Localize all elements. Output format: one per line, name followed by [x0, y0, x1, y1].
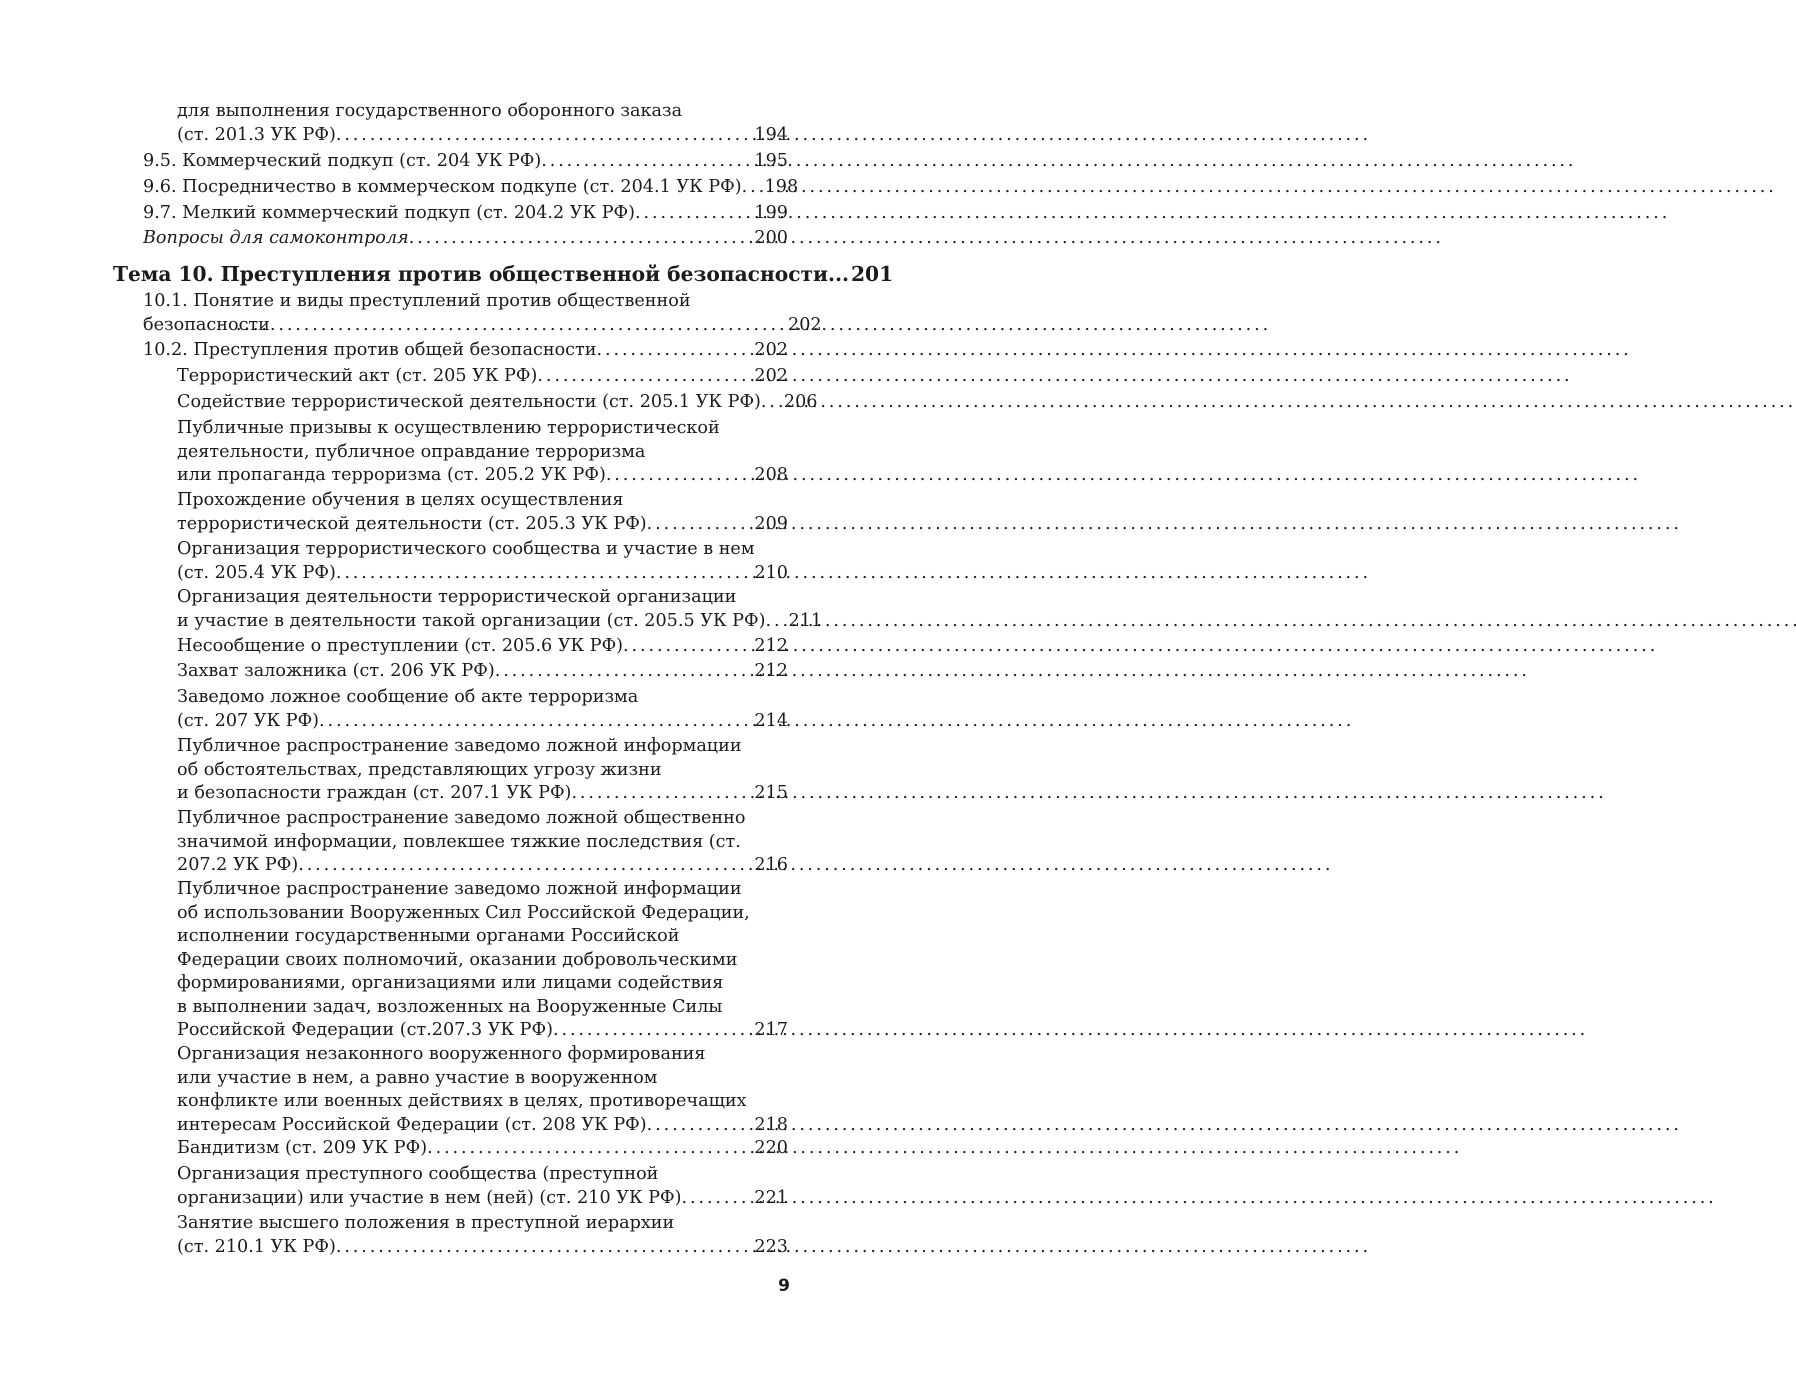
- dot-leader: [596, 339, 751, 363]
- toc-entry-title: (ст. 205.4 УК РФ): [177, 562, 336, 583]
- toc-entry-title: 9.7. Мелкий коммерческий подкуп (ст. 204.2 УК РФ): [143, 203, 636, 223]
- toc-page-number: 202: [754, 366, 788, 386]
- toc-entry-210-1: [177, 1212, 788, 1259]
- toc-entry-209: [177, 1137, 788, 1161]
- dot-leader: [635, 202, 751, 226]
- toc-entry-210: [177, 1163, 788, 1210]
- toc-entry-line: Организация преступного сообщества (преступной: [177, 1164, 659, 1184]
- toc-entry-line: конфликте или военных действиях в целях, противоречащих: [177, 1091, 747, 1111]
- toc-entry-line: об использовании Вооруженных Сил Российской Федерации,: [177, 902, 750, 923]
- toc-entry-title: и участие в деятельности такой организации (ст. 205.5 УК РФ): [177, 610, 766, 631]
- toc-page-number: 223: [754, 1236, 788, 1257]
- toc-page-number: 211: [788, 610, 823, 631]
- toc-entry-205-6: [177, 635, 788, 659]
- toc-entry-line: для выполнения государственного оборонного заказа: [177, 101, 683, 121]
- dot-leader: [623, 635, 751, 659]
- toc-entry-line: или участие в нем, а равно участие в вооруженном: [177, 1067, 658, 1088]
- toc-entry-title: Российской Федерации (ст.207.3 УК РФ): [177, 1020, 553, 1040]
- toc-entry-line: Публичное распространение заведомо ложной информации: [177, 879, 742, 899]
- dot-leader: [828, 262, 848, 286]
- toc-page-number: 206: [783, 392, 818, 412]
- page-number: 9: [778, 1276, 790, 1296]
- toc-entry-207-2: [177, 807, 788, 878]
- dot-leader: [409, 227, 752, 251]
- toc-entry-title: террористической деятельности (ст. 205.3 УК РФ): [177, 513, 647, 534]
- dot-leader: [766, 610, 786, 634]
- toc-entry-self-check: [143, 227, 788, 251]
- toc-entry-title: Несообщение о преступлении (ст. 205.6 УК РФ): [177, 636, 624, 656]
- toc-entry-205-5: [177, 586, 823, 633]
- toc-page-number: 217: [754, 1020, 788, 1040]
- toc-page-number: 218: [754, 1114, 788, 1135]
- toc-page-number: 216: [754, 855, 788, 875]
- dot-leader: [647, 513, 752, 537]
- dot-leader: [270, 314, 819, 338]
- dot-leader: [319, 710, 751, 734]
- toc-entry-title: (ст. 207 УК РФ): [177, 710, 320, 731]
- toc-entry-title: Содействие террористической деятельности (ст. 205.1 УК РФ): [177, 392, 761, 412]
- toc-entry-title: Вопросы для самоконтроля: [143, 228, 409, 248]
- toc-entry-line: исполнении государственными органами Российской: [177, 926, 680, 946]
- dot-leader: [336, 1236, 752, 1260]
- toc-entry-title: или пропаганда терроризма (ст. 205.2 УК РФ): [177, 465, 606, 485]
- toc-page-number: 202: [788, 314, 822, 335]
- toc-entry-208: [177, 1043, 788, 1137]
- toc-page-number: 210: [754, 562, 788, 583]
- toc-entry-title: Захват заложника (ст. 206 УК РФ): [177, 661, 495, 681]
- toc-entry-line: Федерации своих полномочий, оказании добровольческими: [177, 949, 738, 970]
- dot-leader: [495, 660, 752, 684]
- toc-page-number: 202: [754, 340, 788, 360]
- dot-leader: [761, 391, 781, 415]
- toc-entry-line: 10.1. Понятие и виды преступлений против общественной: [143, 291, 691, 311]
- toc-page-number: 220: [754, 1138, 788, 1158]
- toc-entry-9-7: [143, 202, 788, 226]
- dot-leader: [336, 562, 752, 586]
- toc-entry-title: и безопасности граждан (ст. 207.1 УК РФ): [177, 783, 572, 803]
- toc-entry-title: интересам Российской Федерации (ст. 208 УК РФ): [177, 1114, 647, 1135]
- toc-entry-line: значимой информации, повлекшее тяжкие последствия (ст.: [177, 831, 741, 852]
- toc-page-number: 198: [764, 177, 799, 197]
- toc-entry-line: деятельности, публичное оправдание терроризма: [177, 441, 646, 462]
- toc-entry-205: [177, 365, 788, 389]
- toc-entry-line: об обстоятельствах, представляющих угрозу жизни: [177, 759, 662, 780]
- toc-entry-title: (ст. 201.3 УК РФ): [177, 124, 336, 145]
- dot-leader: [298, 854, 751, 878]
- dot-leader: [541, 150, 751, 174]
- toc-entry-line: Публичное распространение заведомо ложной информации: [177, 736, 742, 756]
- toc-chapter-10: [113, 262, 894, 286]
- toc-entry-line: Занятие высшего положения в преступной иерархии: [177, 1213, 675, 1233]
- toc-entry-10-1: [143, 290, 822, 337]
- toc-entry-205-3: [177, 489, 788, 536]
- dot-leader: [742, 176, 762, 200]
- toc-entry-title: 207.2 УК РФ): [177, 855, 299, 875]
- dot-leader: [571, 782, 751, 806]
- toc-entry-line: Организация незаконного вооруженного формирования: [177, 1044, 706, 1064]
- dot-leader: [537, 365, 751, 389]
- toc-entry-205-4: [177, 538, 788, 585]
- toc-entry-9-6: [143, 176, 799, 200]
- toc-entry-title: (ст. 210.1 УК РФ): [177, 1236, 336, 1257]
- toc-page-number: 214: [754, 710, 788, 731]
- toc-entry-line: Публичное распространение заведомо ложной общественно: [177, 808, 746, 828]
- toc-entry-line: в выполнении задач, возложенных на Вооруженные Силы: [177, 996, 723, 1017]
- toc-entry-207-3: [177, 878, 788, 1043]
- toc-entry-line: Организация деятельности террористической организации: [177, 587, 737, 607]
- toc-entry-title: 10.2. Преступления против общей безопасности: [143, 340, 597, 360]
- toc-entry-205-2: [177, 417, 788, 488]
- toc-page-number: 221: [754, 1187, 788, 1208]
- toc-entry-205-1: [177, 391, 818, 415]
- dot-leader: [336, 124, 752, 148]
- toc-page-number: 208: [754, 465, 788, 485]
- toc-page-number: 215: [754, 783, 788, 803]
- toc-entry-title: 9.6. Посредничество в коммерческом подкупе (ст. 204.1 УК РФ): [143, 177, 742, 197]
- toc-entry-207: [177, 686, 788, 733]
- dot-leader: [681, 1187, 751, 1211]
- toc-entry-title: 9.5. Коммерческий подкуп (ст. 204 УК РФ): [143, 151, 542, 171]
- toc-page-number: 212: [754, 636, 788, 656]
- dot-leader: [427, 1137, 751, 1161]
- toc-page-number: 201: [850, 262, 894, 286]
- toc-page-number: 199: [754, 203, 788, 223]
- toc-entry-line: Заведомо ложное сообщение об акте терроризма: [177, 687, 639, 707]
- toc-entry-line: Публичные призывы к осуществлению террористической: [177, 418, 720, 438]
- toc-entry-line: формированиями, организациями или лицами содействия: [177, 973, 724, 993]
- toc-entry-10-2: [143, 339, 788, 363]
- toc-entry-207-1: [177, 735, 788, 806]
- toc-chapter-title: Тема 10. Преступления против общественной безопасности: [113, 262, 828, 286]
- dot-leader: [647, 1114, 752, 1138]
- toc-page-number: 200: [754, 228, 788, 248]
- dot-leader: [553, 1019, 751, 1043]
- toc-entry-title: организации) или участие в нем (ней) (ст. 210 УК РФ): [177, 1187, 682, 1208]
- dot-leader: [606, 464, 752, 488]
- toc-entry-206: [177, 660, 788, 684]
- toc-page-number: 194: [754, 124, 788, 145]
- toc-entry-line: Прохождение обучения в целях осуществления: [177, 490, 624, 510]
- toc-entry-title: безопасности: [143, 314, 270, 335]
- toc-page-number: 195: [754, 151, 788, 171]
- toc-entry-line: Организация террористического сообщества и участие в нем: [177, 539, 755, 559]
- toc-entry-201-3: [177, 100, 788, 147]
- toc-entry-title: Террористический акт (ст. 205 УК РФ): [177, 366, 538, 386]
- toc-entry-9-5: [143, 150, 788, 174]
- toc-page-number: 212: [754, 661, 788, 681]
- toc-page-number: 209: [754, 513, 788, 534]
- toc-entry-title: Бандитизм (ст. 209 УК РФ): [177, 1138, 428, 1158]
